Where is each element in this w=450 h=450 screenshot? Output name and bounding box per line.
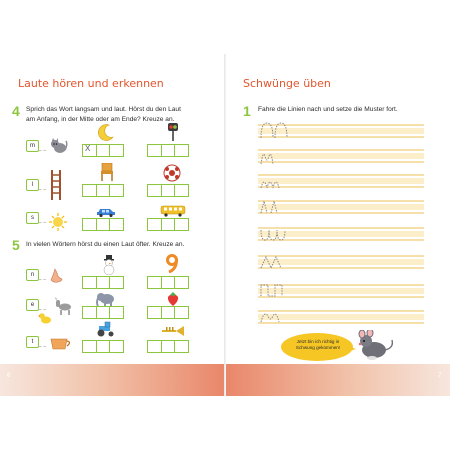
cross-mark: X <box>85 144 91 153</box>
answer-box[interactable] <box>161 218 175 231</box>
mouse-icon <box>356 330 396 367</box>
answer-box[interactable] <box>96 144 110 157</box>
answer-box[interactable] <box>96 276 110 289</box>
answer-box[interactable] <box>109 276 124 289</box>
answer-box[interactable] <box>96 184 110 197</box>
answer-boxes-t-tractor <box>82 340 124 353</box>
task-5-instruction: In vielen Wörtern hörst du einen Laut öfter. Kreuze an. <box>26 241 185 248</box>
letter-box-s: s <box>26 212 39 224</box>
swing-pattern-waves <box>258 172 298 192</box>
left-page-footer <box>0 364 224 396</box>
answer-box[interactable] <box>147 276 161 289</box>
letter-box-t: t <box>26 336 39 348</box>
answer-boxes-e-elephant <box>82 306 124 319</box>
answer-boxes-e-strawberry <box>147 306 189 319</box>
answer-box[interactable] <box>109 306 124 319</box>
letter-box-l: l <box>26 179 39 191</box>
swing-pattern-zigzag <box>258 252 298 272</box>
swing-pattern-garlands <box>258 224 298 244</box>
answer-box[interactable] <box>174 276 189 289</box>
answer-boxes-s-car <box>82 218 124 231</box>
answer-box[interactable] <box>174 184 189 197</box>
swing-pattern-peaks <box>258 197 298 217</box>
answer-box[interactable] <box>82 340 96 353</box>
answer-box[interactable] <box>96 306 110 319</box>
left-page-title: Laute hören und erkennen <box>18 77 164 90</box>
moon-icon <box>97 123 115 146</box>
cup-icon <box>49 337 73 356</box>
right-page-footer <box>226 364 450 396</box>
donkey-icon <box>53 297 73 320</box>
task-1-instruction: Fahre die Linien nach und setze die Muster fort. <box>258 106 398 113</box>
answer-boxes-s-bus <box>147 218 189 231</box>
page-gutter <box>224 54 226 396</box>
tractor-icon <box>96 321 116 342</box>
sun-icon <box>49 213 67 236</box>
answer-box[interactable] <box>82 218 96 231</box>
answer-box[interactable] <box>82 276 96 289</box>
swing-pattern-square <box>258 280 298 300</box>
letter-box-e: e <box>26 299 39 311</box>
answer-box[interactable] <box>161 184 175 197</box>
answer-box[interactable] <box>147 340 161 353</box>
answer-box[interactable] <box>96 218 110 231</box>
duck-icon <box>38 311 52 329</box>
speech-bubble-text: Jetzt bin ich richtig in Schwung gekommen! <box>295 339 341 350</box>
task-4-instruction-line-2: am Anfang, in der Mitte oder am Ende? Kreuze an. <box>26 116 175 123</box>
answer-box[interactable] <box>174 306 189 319</box>
answer-box[interactable] <box>147 144 161 157</box>
swing-pattern-curls <box>258 306 298 326</box>
answer-box[interactable] <box>161 306 175 319</box>
task-5-number: 5 <box>12 237 20 253</box>
answer-boxes-n-nine <box>147 276 189 289</box>
letter-line <box>39 179 46 190</box>
task-1-number: 1 <box>243 103 251 119</box>
answer-box[interactable] <box>82 144 96 157</box>
left-page-number: 6 <box>7 373 11 379</box>
answer-boxes-n-snowman <box>82 276 124 289</box>
nose-icon <box>50 268 64 289</box>
answer-box[interactable] <box>174 340 189 353</box>
chair-icon <box>99 163 115 186</box>
answer-box[interactable] <box>174 144 189 157</box>
answer-box[interactable] <box>109 184 124 197</box>
answer-boxes-m-moon <box>82 144 124 157</box>
right-page-number: 7 <box>438 373 442 379</box>
task-4-number: 4 <box>12 103 20 119</box>
answer-box[interactable] <box>96 340 110 353</box>
answer-box[interactable] <box>161 340 175 353</box>
answer-boxes-m-traffic-light <box>147 144 189 157</box>
answer-box[interactable] <box>161 276 175 289</box>
cat-icon <box>50 138 68 159</box>
ladder-icon <box>50 170 62 205</box>
answer-box[interactable] <box>109 218 124 231</box>
letter-box-m: m <box>26 140 39 152</box>
answer-boxes-t-trumpet <box>147 340 189 353</box>
answer-box[interactable] <box>109 340 124 353</box>
answer-box[interactable] <box>147 184 161 197</box>
swing-pattern-arches <box>258 120 298 140</box>
letter-line <box>39 336 46 347</box>
answer-boxes-l-ball <box>147 184 189 197</box>
letter-line <box>39 299 46 310</box>
answer-box[interactable] <box>174 218 189 231</box>
answer-box[interactable] <box>109 144 124 157</box>
answer-box[interactable] <box>82 184 96 197</box>
letter-line <box>39 140 46 151</box>
task-4-instruction-line-1: Sprich das Wort langsam und laut. Hörst du den Laut <box>26 106 181 113</box>
answer-box[interactable] <box>147 218 161 231</box>
right-page-title: Schwünge üben <box>243 77 331 90</box>
letter-line <box>39 269 46 280</box>
letter-box-n: n <box>26 269 39 281</box>
letter-line <box>39 212 46 223</box>
answer-box[interactable] <box>161 144 175 157</box>
answer-boxes-l-chair <box>82 184 124 197</box>
answer-box[interactable] <box>82 306 96 319</box>
answer-box[interactable] <box>147 306 161 319</box>
swing-pattern-loops <box>258 146 298 166</box>
